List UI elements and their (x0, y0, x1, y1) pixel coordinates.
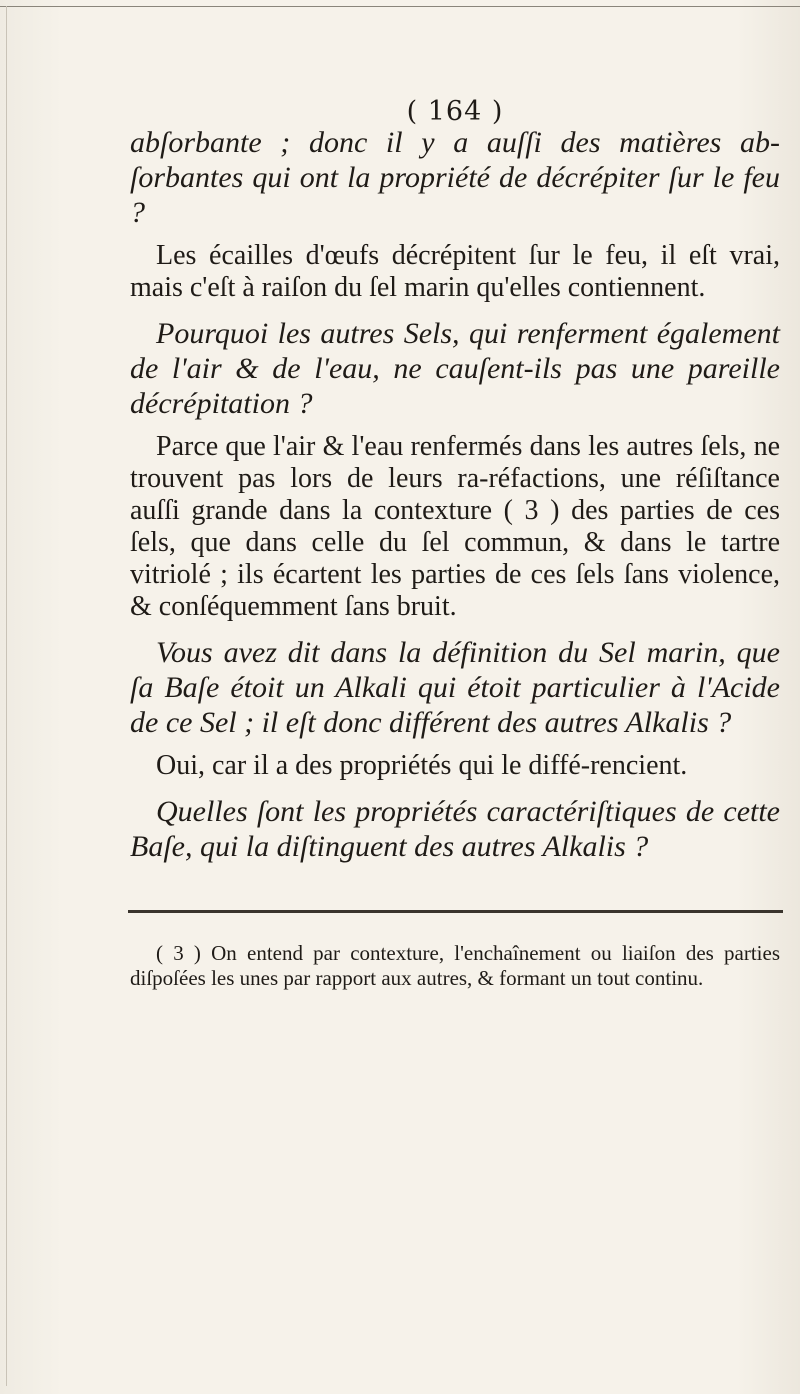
question-paragraph: Vous avez dit dans la définition du Sel marin, que ſa Baſe étoit un Alkali qui étoit particulier à l'Acide de ce Sel ; il eſt donc différent des autres Alkalis ? (130, 636, 780, 739)
answer-paragraph: Oui, car il a des propriétés qui le diffé-rencient. (156, 750, 688, 781)
footnote-rule (128, 910, 783, 913)
question-paragraph: Pourquoi les autres Sels, qui renferment également de l'air & de l'eau, ne cauſent-ils pas une pareille décrépitation ? (130, 317, 780, 420)
question-paragraph: abſorbante ; donc il y a auſſi des matières ab-ſorbantes qui ont la propriété de décrépiter ſur le feu ? (130, 126, 780, 229)
answer-paragraph: Parce que l'air & l'eau renfermés dans les autres ſels, ne trouvent pas lors de leurs ra-réfactions, une réſiſtance auſſi grande dans la contexture ( 3 ) des parties de ces ſels, que dans celle du ſel commun, & dans le tartre vitriolé ; ils écartent les parties de ces ſels ſans violence, & conſéquemment ſans bruit. (130, 431, 780, 622)
page-number: ( 164 ) (406, 96, 504, 127)
footnote: ( 3 ) On entend par contexture, l'enchaînement ou liaiſon des parties diſpoſées les unes par rapport aux autres, & formant un tout continu. (130, 941, 780, 990)
answer-paragraph: Les écailles d'œufs décrépitent ſur le feu, il eſt vrai, mais c'eſt à raiſon du ſel marin qu'elles contiennent. (130, 240, 780, 303)
page-gutter-line (6, 6, 7, 1386)
question-paragraph: Quelles ſont les propriétés caractériſtiques de cette Baſe, qui la diſtinguent des autres Alkalis ? (130, 795, 780, 863)
page-text-block (130, 95, 780, 991)
page-edge-line (0, 6, 800, 7)
